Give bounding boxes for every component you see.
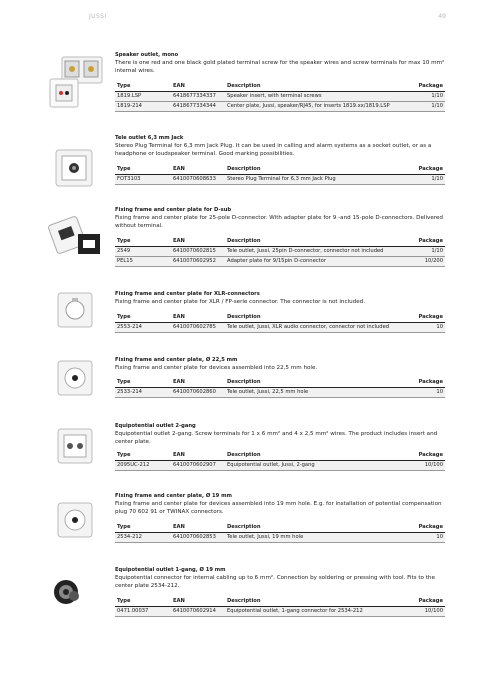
cell-description: Adapter plate for 9/15pin D-connector (225, 256, 405, 266)
cell-ean: 6410070602860 (171, 387, 225, 397)
product-image-equipotential-2gang (48, 428, 104, 464)
product-table (115, 166, 445, 185)
header-brand: JUSSI (89, 13, 107, 20)
product-image-equipotential-1gang (48, 572, 104, 612)
col-package: Package (405, 452, 445, 460)
cell-type: 1819.LSP (115, 91, 171, 101)
product-table (115, 524, 445, 543)
section-title: Fixing frame and center plate for XLR-connectors (115, 291, 260, 297)
col-ean: EAN (171, 166, 225, 174)
table-row (115, 387, 445, 397)
table-row (115, 460, 445, 470)
section-speaker-outlet (115, 51, 445, 76)
col-description: Description (225, 314, 405, 322)
table-row (115, 101, 445, 111)
cell-package: 10 (405, 532, 445, 542)
product-image-jack-outlet (48, 148, 104, 188)
cell-package: 10 (405, 322, 445, 332)
col-package: Package (405, 238, 445, 246)
product-table (115, 598, 445, 617)
cell-description: Tele outlet, Jussi, XLR audio connector, connector not included (225, 322, 405, 332)
page-number: 49 (438, 13, 446, 20)
col-description: Description (225, 452, 405, 460)
product-table (115, 238, 445, 267)
col-ean: EAN (171, 452, 225, 460)
col-ean: EAN (171, 314, 225, 322)
section-title: Fixing frame and center plate, Ø 22,5 mm (115, 357, 238, 363)
cell-package: 1/10 (405, 174, 445, 184)
section-dsub (115, 206, 445, 231)
section-equipotential-2gang (115, 422, 445, 447)
cell-type: 2549 (115, 246, 171, 256)
section-title: Fixing frame and center plate for D-sub (115, 207, 232, 213)
table-row (115, 91, 445, 101)
col-package: Package (405, 598, 445, 606)
cell-type: 0471.00037 (115, 606, 171, 616)
cell-package: 1/10 (405, 91, 445, 101)
section-jack-outlet (115, 134, 445, 159)
table-row (115, 246, 445, 256)
col-description: Description (225, 238, 405, 246)
col-package: Package (405, 166, 445, 174)
col-type: Type (115, 314, 171, 322)
cell-package: 10 (405, 387, 445, 397)
table-row (115, 532, 445, 542)
col-description: Description (225, 524, 405, 532)
col-description: Description (225, 166, 405, 174)
section-description: Fixing frame and center plate for 25-pole D-connector. With adapter plate for 9 -and 15-pole D-connectors. Delivered without terminal. (115, 215, 443, 230)
cell-ean: 6410070602914 (171, 606, 225, 616)
section-description: Fixing frame and center plate for XLR / FP-serie connector. The connector is not included. (115, 299, 365, 305)
section-description: Stereo Plug Terminal for 6,3 mm Jack Plug. It can be used in calling and alarm systems as a socket outlet, or as a headphone or loudspeaker terminal. Good marking possibilities. (115, 143, 432, 158)
cell-ean: 6410070602952 (171, 256, 225, 266)
col-type: Type (115, 452, 171, 460)
section-description: Fixing frame and center plate for devices assembled into 22,5 mm hole. (115, 365, 318, 371)
section-title: Tele outlet 6,3 mm Jack (115, 135, 184, 141)
cell-package: 10/100 (405, 460, 445, 470)
cell-package: 10/100 (405, 606, 445, 616)
col-description: Description (225, 83, 405, 91)
col-package: Package (405, 314, 445, 322)
product-image-xlr-frame (48, 292, 104, 328)
product-table (115, 452, 445, 471)
col-ean: EAN (171, 379, 225, 387)
cell-description: Center plate, Jussi, speaker/RJ45, for inserts 1819.xx/1819.LSP (225, 101, 405, 111)
col-description: Description (225, 598, 405, 606)
product-image-speaker-outlet (48, 55, 104, 111)
cell-description: Equipotential outlet, Jussi, 2-gang (225, 460, 405, 470)
product-table (115, 314, 445, 333)
section-description: Equipotential connector for internal cabling up to 6 mm². Connection by soldering or pressing with tool. Fits to the center plate 2534-212. (115, 575, 435, 590)
cell-type: 2095UC-212 (115, 460, 171, 470)
cell-description: Equipotential outlet, 1-gang connector for 2534-212 (225, 606, 405, 616)
section-description: There is one red and one black gold plated terminal screw for the speaker wires and screw terminals for max 10 mm² internal wires. (115, 60, 445, 75)
col-type: Type (115, 83, 171, 91)
section-equipotential-1gang (115, 566, 445, 591)
table-row (115, 606, 445, 616)
cell-type: 2534-212 (115, 532, 171, 542)
cell-ean: 6410070602785 (171, 322, 225, 332)
cell-ean: 6418677334344 (171, 101, 225, 111)
table-row (115, 174, 445, 184)
col-ean: EAN (171, 598, 225, 606)
col-type: Type (115, 238, 171, 246)
cell-description: Stereo Plug Terminal for 6,3 mm Jack Plug (225, 174, 405, 184)
cell-description: Tele outlet, Jussi, 25pin D-connector, connector not included (225, 246, 405, 256)
cell-type: 1819-214 (115, 101, 171, 111)
col-ean: EAN (171, 238, 225, 246)
product-table (115, 379, 445, 398)
col-package: Package (405, 379, 445, 387)
cell-type: 2553-214 (115, 322, 171, 332)
cell-type: FOT3103 (115, 174, 171, 184)
section-title: Equipotential outlet 1-gang, Ø 19 mm (115, 567, 226, 573)
section-22mm (115, 356, 445, 372)
col-ean: EAN (171, 524, 225, 532)
section-description: Fixing frame and center plate for devices assembled into 19 mm hole. E.g. for installation of potential compensation plug 70 602 91 or TWINAX connectors. (115, 501, 442, 516)
cell-description: Tele outlet, Jussi, 22,5 mm hole (225, 387, 405, 397)
section-19mm (115, 492, 445, 517)
col-type: Type (115, 379, 171, 387)
cell-ean: 6410070602907 (171, 460, 225, 470)
section-title: Fixing frame and center plate, Ø 19 mm (115, 493, 232, 499)
cell-type: 2533-214 (115, 387, 171, 397)
cell-ean: 6410070602815 (171, 246, 225, 256)
col-package: Package (405, 83, 445, 91)
col-type: Type (115, 598, 171, 606)
table-row (115, 256, 445, 266)
cell-ean: 6418677334337 (171, 91, 225, 101)
product-image-22mm-frame (48, 360, 104, 396)
product-table (115, 83, 445, 112)
col-type: Type (115, 166, 171, 174)
col-ean: EAN (171, 83, 225, 91)
cell-description: Speaker insert, with terminal screws (225, 91, 405, 101)
table-row (115, 322, 445, 332)
section-description: Equipotential outlet 2-gang. Screw terminals for 1 x 6 mm² and 4 x 2,5 mm² wires. The product includes insert and center plate. (115, 431, 438, 446)
section-title: Equipotential outlet 2-gang (115, 423, 196, 429)
col-description: Description (225, 379, 405, 387)
cell-package: 1/10 (405, 246, 445, 256)
col-type: Type (115, 524, 171, 532)
product-image-dsub-frame (48, 214, 104, 258)
section-xlr (115, 290, 445, 306)
section-title: Speaker outlet, mono (115, 52, 179, 58)
cell-type: PEL15 (115, 256, 171, 266)
col-package: Package (405, 524, 445, 532)
cell-ean: 6410070608633 (171, 174, 225, 184)
product-image-19mm-frame (48, 502, 104, 538)
cell-package: 1/10 (405, 101, 445, 111)
cell-ean: 6410070602853 (171, 532, 225, 542)
cell-package: 10/200 (405, 256, 445, 266)
cell-description: Tele outlet, Jussi, 19 mm hole (225, 532, 405, 542)
